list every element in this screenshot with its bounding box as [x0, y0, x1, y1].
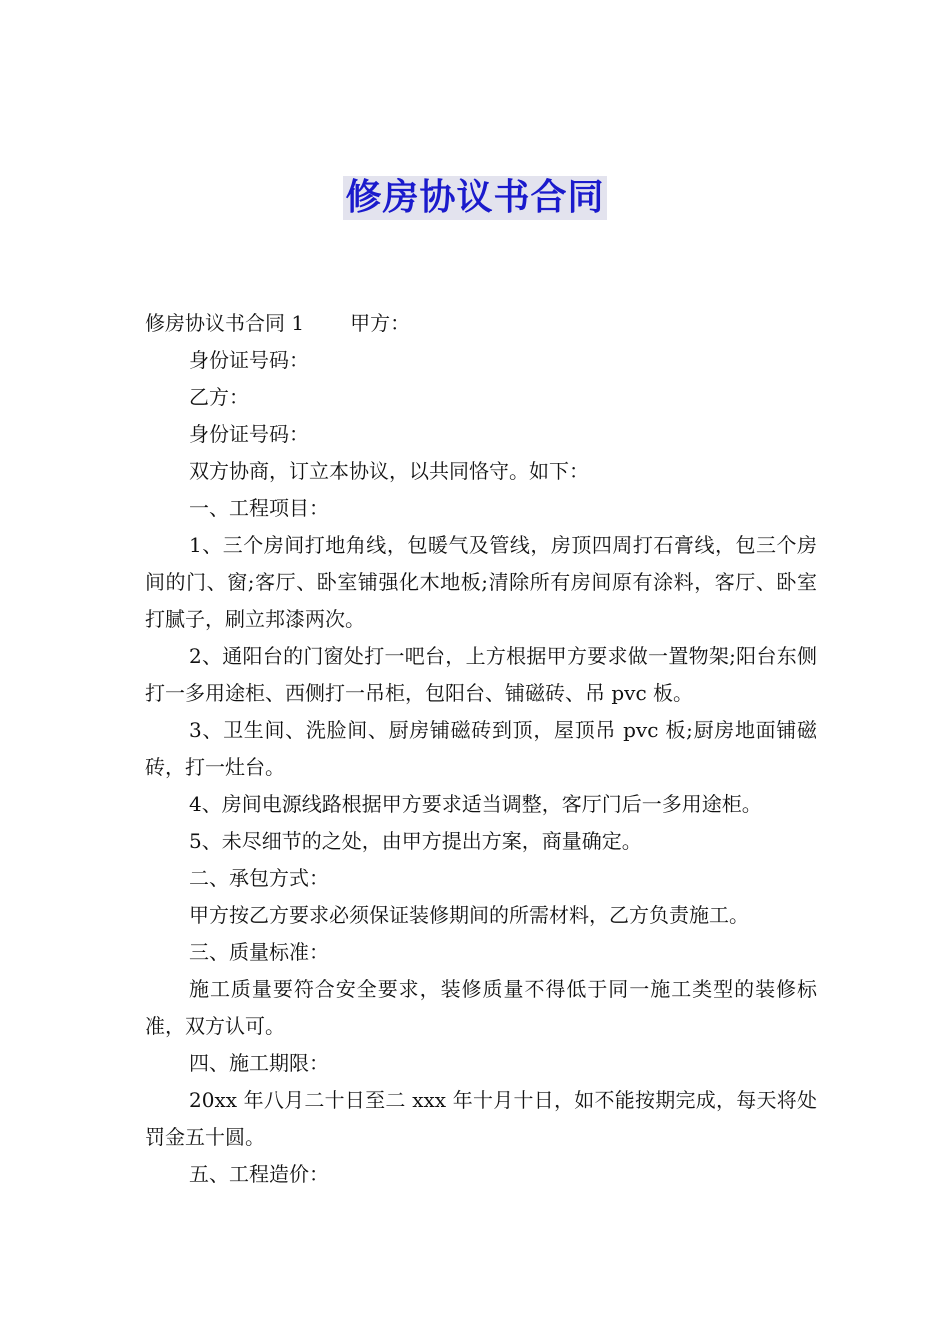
party-a-label: 甲方：: [350, 311, 411, 335]
title-container: [0, 176, 950, 220]
section-3-heading: 三、质量标准：: [189, 940, 329, 964]
party-a-id-field: 身份证号码：: [189, 348, 309, 372]
quality-standard-text: 施工质量要符合安全要求，装修质量不得低于同一施工类型的装修标准，双方认可。: [145, 977, 817, 1038]
document-title: 修房协议书合同: [345, 177, 605, 218]
section-5-heading: 五、工程造价：: [189, 1162, 329, 1186]
section-2-heading: 二、承包方式：: [189, 866, 329, 890]
project-item-3: 3、卫生间、洗脸间、厨房铺磁砖到顶，屋顶吊 pvc 板;厨房地面铺磁砖，打一灶台。: [145, 718, 817, 779]
section-1-heading: 一、工程项目：: [189, 496, 329, 520]
section-4-heading: 四、施工期限：: [189, 1051, 329, 1075]
contract-method-text: 甲方按乙方要求必须保证装修期间的所需材料，乙方负责施工。: [189, 903, 749, 927]
party-b-label: 乙方：: [189, 385, 249, 409]
section-heading: 修房协议书合同 1: [145, 311, 305, 335]
project-item-2: 2、通阳台的门窗处打一吧台，上方根据甲方要求做一置物架;阳台东侧打一多用途柜、西侧打一吊柜，包阳台、铺磁砖、吊 pvc 板。: [145, 644, 817, 705]
header-line: [145, 305, 817, 342]
project-item-4: 4、房间电源线路根据甲方要求适当调整，客厅门后一多用途柜。: [189, 792, 762, 816]
project-item-1: 1、三个房间打地角线，包暖气及管线，房顶四周打石膏线，包三个房间的门、窗;客厅、卧室铺强化木地板;清除所有房间原有涂料，客厅、卧室打腻子，刷立邦漆两次。: [145, 533, 817, 631]
construction-period-text: 20xx 年八月二十日至二 xxx 年十月十日，如不能按期完成，每天将处罚金五十圆。: [145, 1088, 817, 1149]
document-body: [145, 305, 817, 1193]
party-b-id-field: 身份证号码：: [189, 422, 309, 446]
project-item-5: 5、未尽细节的之处，由甲方提出方案，商量确定。: [189, 829, 642, 853]
agreement-intro: 双方协商，订立本协议，以共同恪守。如下：: [189, 459, 589, 483]
